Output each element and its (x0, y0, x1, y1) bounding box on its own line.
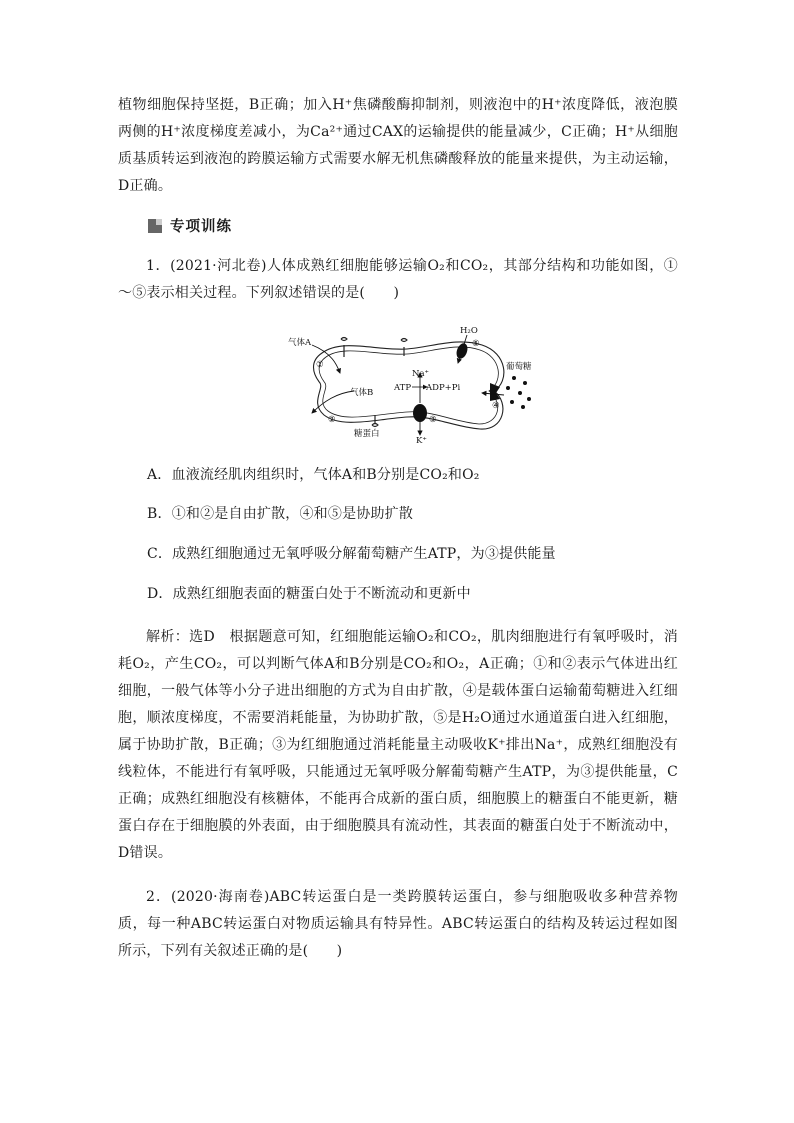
option-d: D．成熟红细胞表面的糖蛋白处于不断流动和更新中 (147, 586, 471, 602)
glycoprotein-top-left (341, 338, 347, 358)
label-gas-a: 气体A (288, 338, 312, 348)
question-2-stem: 2．(2020·海南卷)ABC转运蛋白是一类跨膜转运蛋白，参与细胞吸收多种营养物质，每一种ABC转运蛋白对物质运输具有特异性。ABC转运蛋白的结构及转运过程如图所示，下列有关叙述正确的是( ) (118, 889, 678, 959)
option-c: C．成熟红细胞通过无氧呼吸分解葡萄糖产生ATP，为③提供能量 (147, 546, 556, 562)
question-1-stem: 1．(2021·河北卷)人体成熟红细胞能够运输O₂和CO₂，其部分结构和功能如图，①～⑤表示相关过程。下列叙述错误的是( ) (118, 258, 678, 301)
option-a: A．血液流经肌肉组织时，气体A和B分别是CO₂和O₂ (147, 467, 480, 483)
glucose-carrier-protein (490, 383, 500, 401)
label-adp: ADP+Pi (426, 383, 461, 393)
option-b: B．①和②是自由扩散，④和⑤是协助扩散 (147, 506, 414, 522)
label-process-5: ⑤ (472, 339, 480, 349)
glucose-molecules (506, 376, 531, 409)
sodium-potassium-pump (413, 404, 427, 422)
section-heading (148, 215, 232, 236)
label-process-4: ④ (492, 401, 500, 411)
red-blood-cell-diagram (282, 323, 532, 443)
label-process-3: ③ (429, 415, 437, 425)
label-glucose: 葡萄糖 (506, 362, 532, 372)
gas-b-arrow (312, 391, 354, 413)
section-title: 专项训练 (170, 219, 232, 235)
glycoprotein-top-mid (401, 339, 407, 357)
label-sodium: Na⁺ (412, 369, 429, 379)
label-potassium: K⁺ (416, 436, 427, 443)
label-process-1: ① (316, 360, 324, 370)
section-marker-icon (148, 219, 162, 233)
question-1-analysis: 解析：选D 根据题意可知，红细胞能运输O₂和CO₂，肌肉细胞进行有氧呼吸时，消耗O₂，产生CO₂，可以判断气体A和B分别是CO₂和O₂，A正确；①和②表示气体进出红细胞，一般气体等小分子进出细胞的方式为自由扩散，④是载体蛋白运输葡萄糖进入红细胞，顺浓度梯度，不需要消耗能量，为协助扩散，⑤是H₂O通过水通道蛋白进入红细胞，属于协助扩散，B正确；③为红细胞通过消耗能量主动吸收K⁺排出Na⁺，成熟红细胞没有线粒体，不能进行有氧呼吸，只能通过无氧呼吸分解葡萄糖产生ATP，为③提供能量，C正确；成熟红细胞没有核糖体，不能再合成新的蛋白质，细胞膜上的糖蛋白不能更新，糖蛋白存在于细胞膜的外表面，由于细胞膜具有流动性，其表面的糖蛋白处于不断流动中，D错误。 (118, 629, 678, 861)
label-atp: ATP (394, 383, 412, 393)
label-water: H₂O (460, 326, 478, 336)
intro-paragraph: 植物细胞保持坚挺，B正确；加入H⁺焦磷酸酶抑制剂，则液泡中的H⁺浓度降低，液泡膜两侧的H⁺浓度梯度差减小，为Ca²⁺通过CAX的运输提供的能量减少，C正确；H⁺从细胞质基质转运到液泡的跨膜运输方式需要水解无机焦磷酸释放的能量来提供，为主动运输，D正确。 (118, 97, 678, 194)
label-glycoprotein: 糖蛋白 (354, 429, 380, 439)
label-gas-b: 气体B (350, 388, 374, 398)
label-process-2: ② (328, 415, 336, 425)
